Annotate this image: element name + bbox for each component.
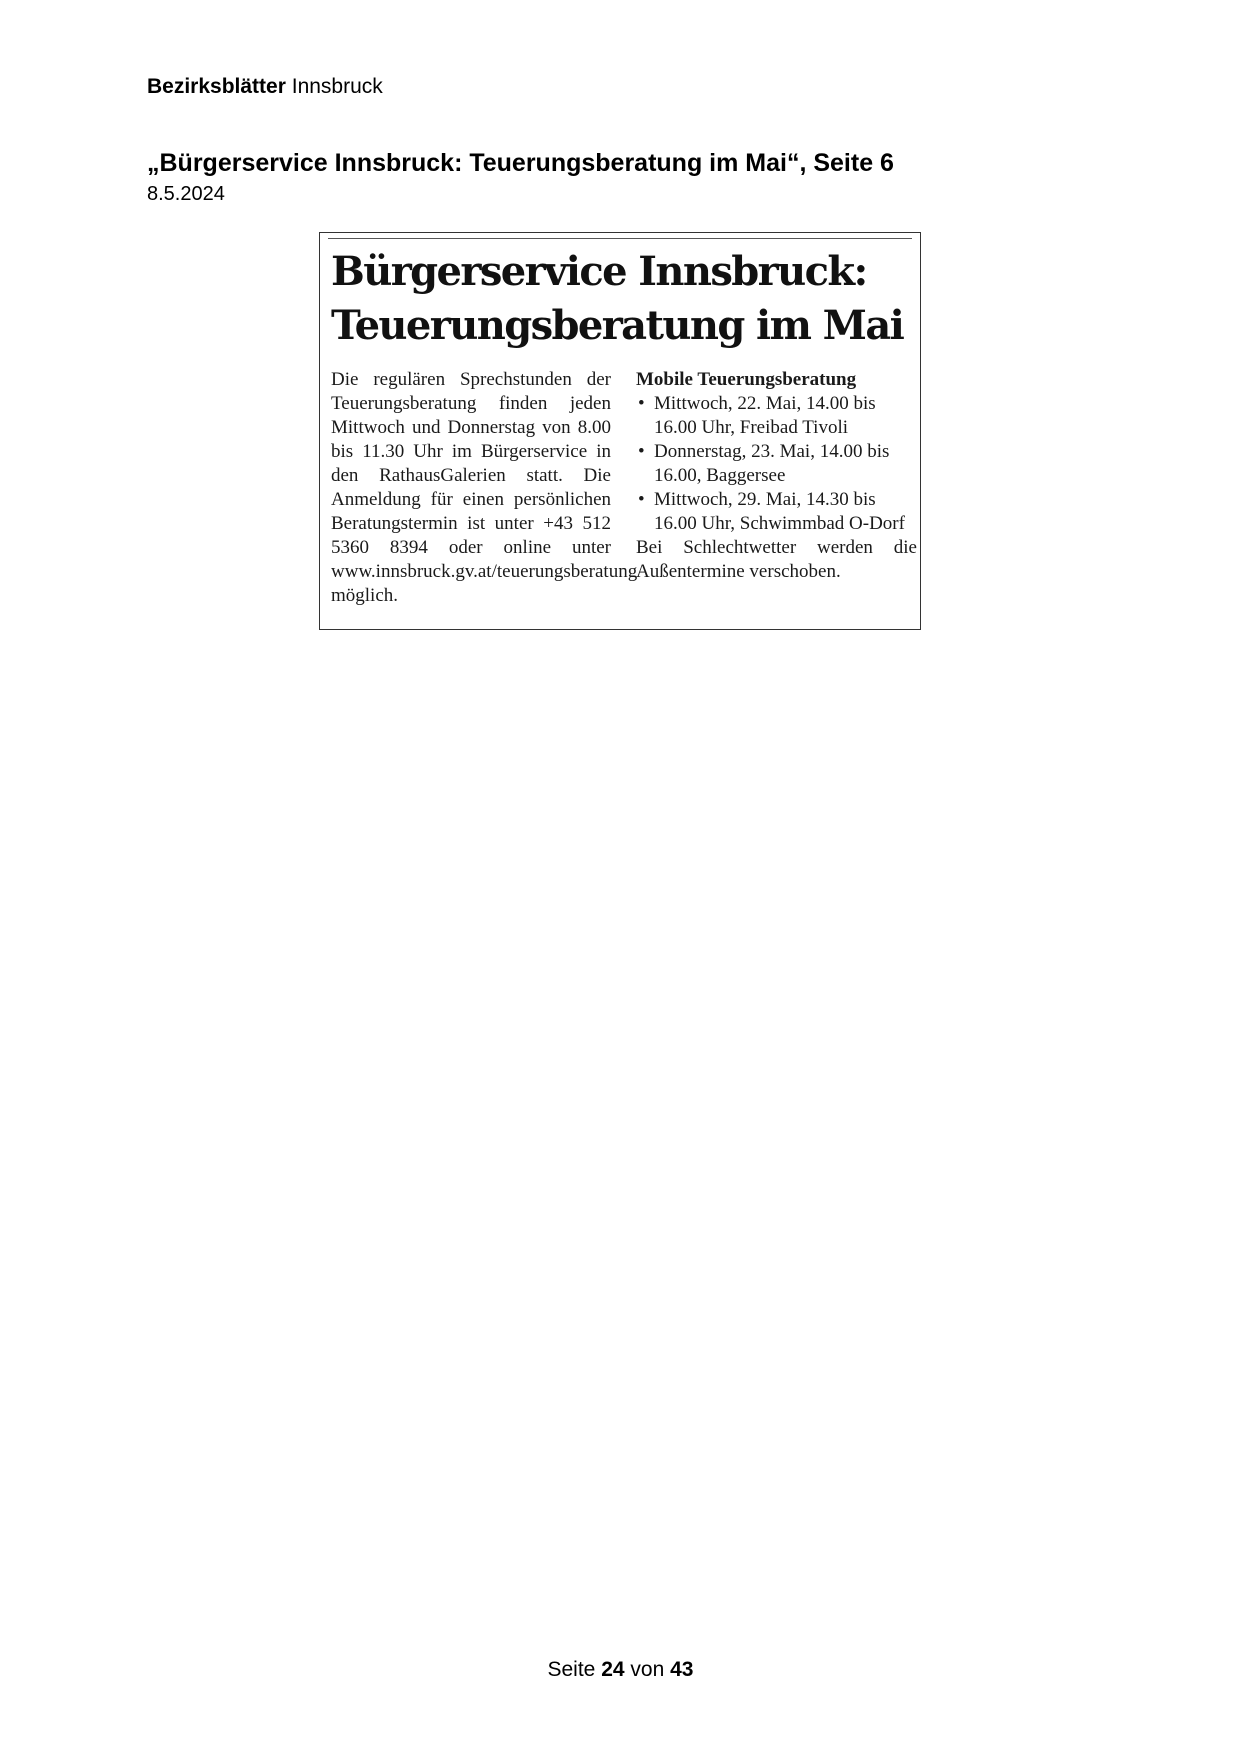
clipping-top-rule [328, 238, 912, 239]
list-item: • Donnerstag, 23. Mai, 14.00 bis 16.00, Baggersee [636, 440, 917, 488]
mobile-section-heading: Mobile Teuerungsberatung [636, 369, 857, 390]
list-item: • Mittwoch, 22. Mai, 14.00 bis 16.00 Uhr, Freibad Tivoli [636, 392, 917, 440]
newspaper-clipping [319, 232, 921, 630]
mobile-dates-list [636, 392, 917, 536]
clipping-mobile-section [636, 368, 917, 584]
weather-note: Bei Schlechtwetter werden die Außentermine verschoben. [636, 537, 917, 582]
clipping-body-text: Die regulären Sprechstunden der Teuerungsberatung finden jeden Mittwoch und Donnerstag von 8.00 bis 11.30 Uhr im Bürgerservice in den RathausGalerien statt. Die Anmeldung für einen persönlichen Beratungstermin ist unter +43 512 5360 8394 oder online unter www.innsbruck.gv.at/teuerungsberatung möglich. [331, 369, 638, 606]
clipping-title-line-2: Teuerungsberatung im Mai [331, 302, 904, 349]
page-footer [0, 1657, 1241, 1683]
source-line [147, 74, 383, 100]
page-label: Seite [547, 1658, 596, 1681]
article-headline: „Bürgerservice Innsbruck: Teuerungsberatung im Mai“, Seite 6 [147, 149, 894, 177]
page-separator: von [630, 1658, 665, 1681]
clipping-title-line-1: Bürgerservice Innsbruck: [331, 248, 867, 295]
page-current: 24 [601, 1658, 625, 1681]
publication-name: Bezirksblätter [147, 75, 286, 98]
article-date: 8.5.2024 [147, 183, 225, 205]
publication-region: Innsbruck [291, 75, 383, 98]
page-total: 43 [670, 1658, 694, 1681]
list-item: • Mittwoch, 29. Mai, 14.30 bis 16.00 Uhr, Schwimmbad O-Dorf [636, 488, 917, 536]
clipping-title [331, 245, 916, 353]
